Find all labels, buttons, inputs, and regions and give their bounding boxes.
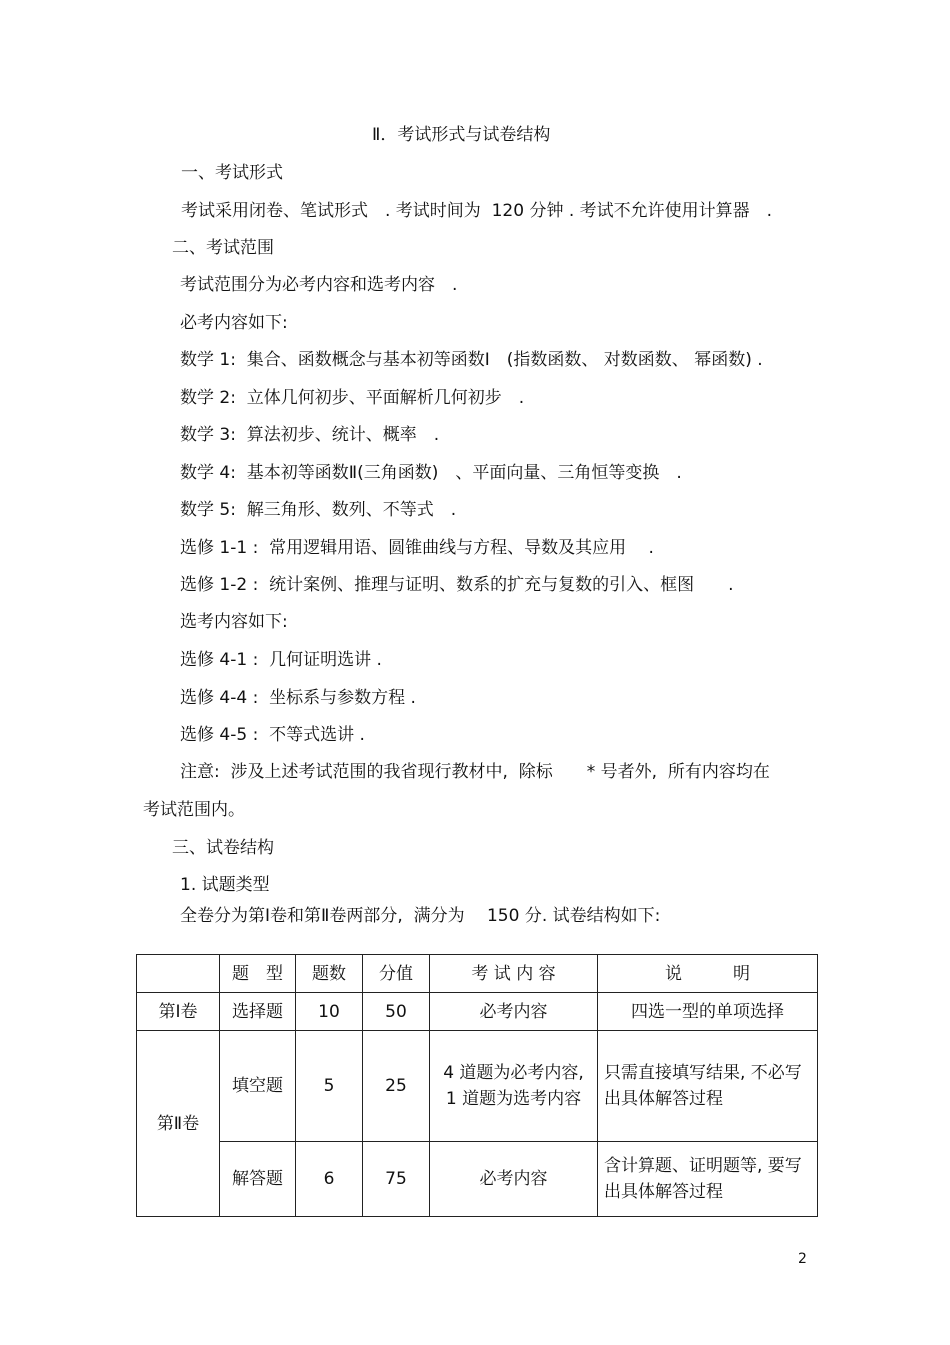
notes-cell: 含计算题、证明题等, 要写出具体解答过程 — [598, 1142, 818, 1217]
table-row — [137, 1142, 818, 1217]
table-row — [137, 1031, 818, 1142]
item-math-3: 数学 3: 算法初步、统计、概率 . — [180, 425, 440, 445]
item-elective-4-5: 选修 4-5 : 不等式选讲 . — [180, 725, 365, 745]
item-math-4: 数学 4: 基本初等函数Ⅱ(三角函数) 、平面向量、三角恒等变换 . — [180, 463, 682, 483]
content-cell: 必考内容 — [430, 993, 598, 1031]
item-math-5: 数学 5: 解三角形、数列、不等式 . — [180, 500, 457, 520]
page-number: 2 — [798, 1251, 807, 1267]
item-math-1: 数学 1: 集合、函数概念与基本初等函数Ⅰ (指数函数、 对数函数、 幂函数) . — [180, 350, 763, 370]
score-cell: 25 — [363, 1031, 430, 1142]
item-math-2: 数学 2: 立体几何初步、平面解析几何初步 . — [180, 388, 525, 408]
score-cell: 50 — [363, 993, 430, 1031]
table-row — [137, 993, 818, 1031]
table-header-row — [137, 955, 818, 993]
header-cell-score: 分值 — [363, 955, 430, 993]
note-line-2: 考试范围内。 — [143, 800, 245, 820]
paragraph-exam-form: 考试采用闭卷、笔试形式 . 考试时间为 120 分钟 . 考试不允许使用计算器 . — [181, 201, 773, 221]
notes-cell: 四选一型的单项选择 — [598, 993, 818, 1031]
note-line-1: 注意: 涉及上述考试范围的我省现行教材中, 除标 * 号者外, 所有内容均在 — [180, 762, 770, 782]
subheading-question-types: 1. 试题类型 — [180, 875, 270, 895]
content-line-required: 4 道题为必考内容, — [443, 1063, 584, 1083]
notes-cell: 只需直接填写结果, 不必写出具体解答过程 — [598, 1031, 818, 1142]
heading-exam-form: 一、考试形式 — [181, 163, 283, 183]
count-cell: 10 — [296, 993, 363, 1031]
section-cell-paper-1: 第Ⅰ卷 — [137, 993, 220, 1031]
header-cell-content: 考 试 内 容 — [430, 955, 598, 993]
paragraph-optional-intro: 选考内容如下: — [180, 612, 288, 632]
content-cell — [430, 1031, 598, 1142]
paragraph-scope-intro: 考试范围分为必考内容和选考内容 . — [180, 275, 458, 295]
header-cell-notes: 说 明 — [598, 955, 818, 993]
item-elective-1-1: 选修 1-1 : 常用逻辑用语、圆锥曲线与方程、导数及其应用 . — [180, 538, 654, 558]
item-elective-1-2: 选修 1-2 : 统计案例、推理与证明、数系的扩充与复数的引入、框图 . — [180, 575, 734, 595]
header-cell-question-type: 题 型 — [220, 955, 296, 993]
score-cell: 75 — [363, 1142, 430, 1217]
type-cell: 解答题 — [220, 1142, 296, 1217]
heading-exam-scope: 二、考试范围 — [172, 238, 274, 258]
item-elective-4-4: 选修 4-4 : 坐标系与参数方程 . — [180, 688, 416, 708]
header-cell-count: 题数 — [296, 955, 363, 993]
type-cell: 选择题 — [220, 993, 296, 1031]
header-cell-empty — [137, 955, 220, 993]
exam-structure-table — [136, 954, 818, 1217]
paragraph-required-intro: 必考内容如下: — [180, 313, 288, 333]
content-line-optional: 1 道题为选考内容 — [445, 1089, 582, 1109]
count-cell: 6 — [296, 1142, 363, 1217]
content-cell: 必考内容 — [430, 1142, 598, 1217]
section-title: Ⅱ．考试形式与试卷结构 — [372, 125, 551, 145]
item-elective-4-1: 选修 4-1 : 几何证明选讲 . — [180, 650, 382, 670]
type-cell: 填空题 — [220, 1031, 296, 1142]
paragraph-paper-intro: 全卷分为第Ⅰ卷和第Ⅱ卷两部分, 满分为 150 分. 试卷结构如下: — [180, 906, 661, 926]
count-cell: 5 — [296, 1031, 363, 1142]
heading-paper-structure: 三、试卷结构 — [172, 838, 274, 858]
section-cell-paper-2: 第Ⅱ卷 — [137, 1031, 220, 1217]
